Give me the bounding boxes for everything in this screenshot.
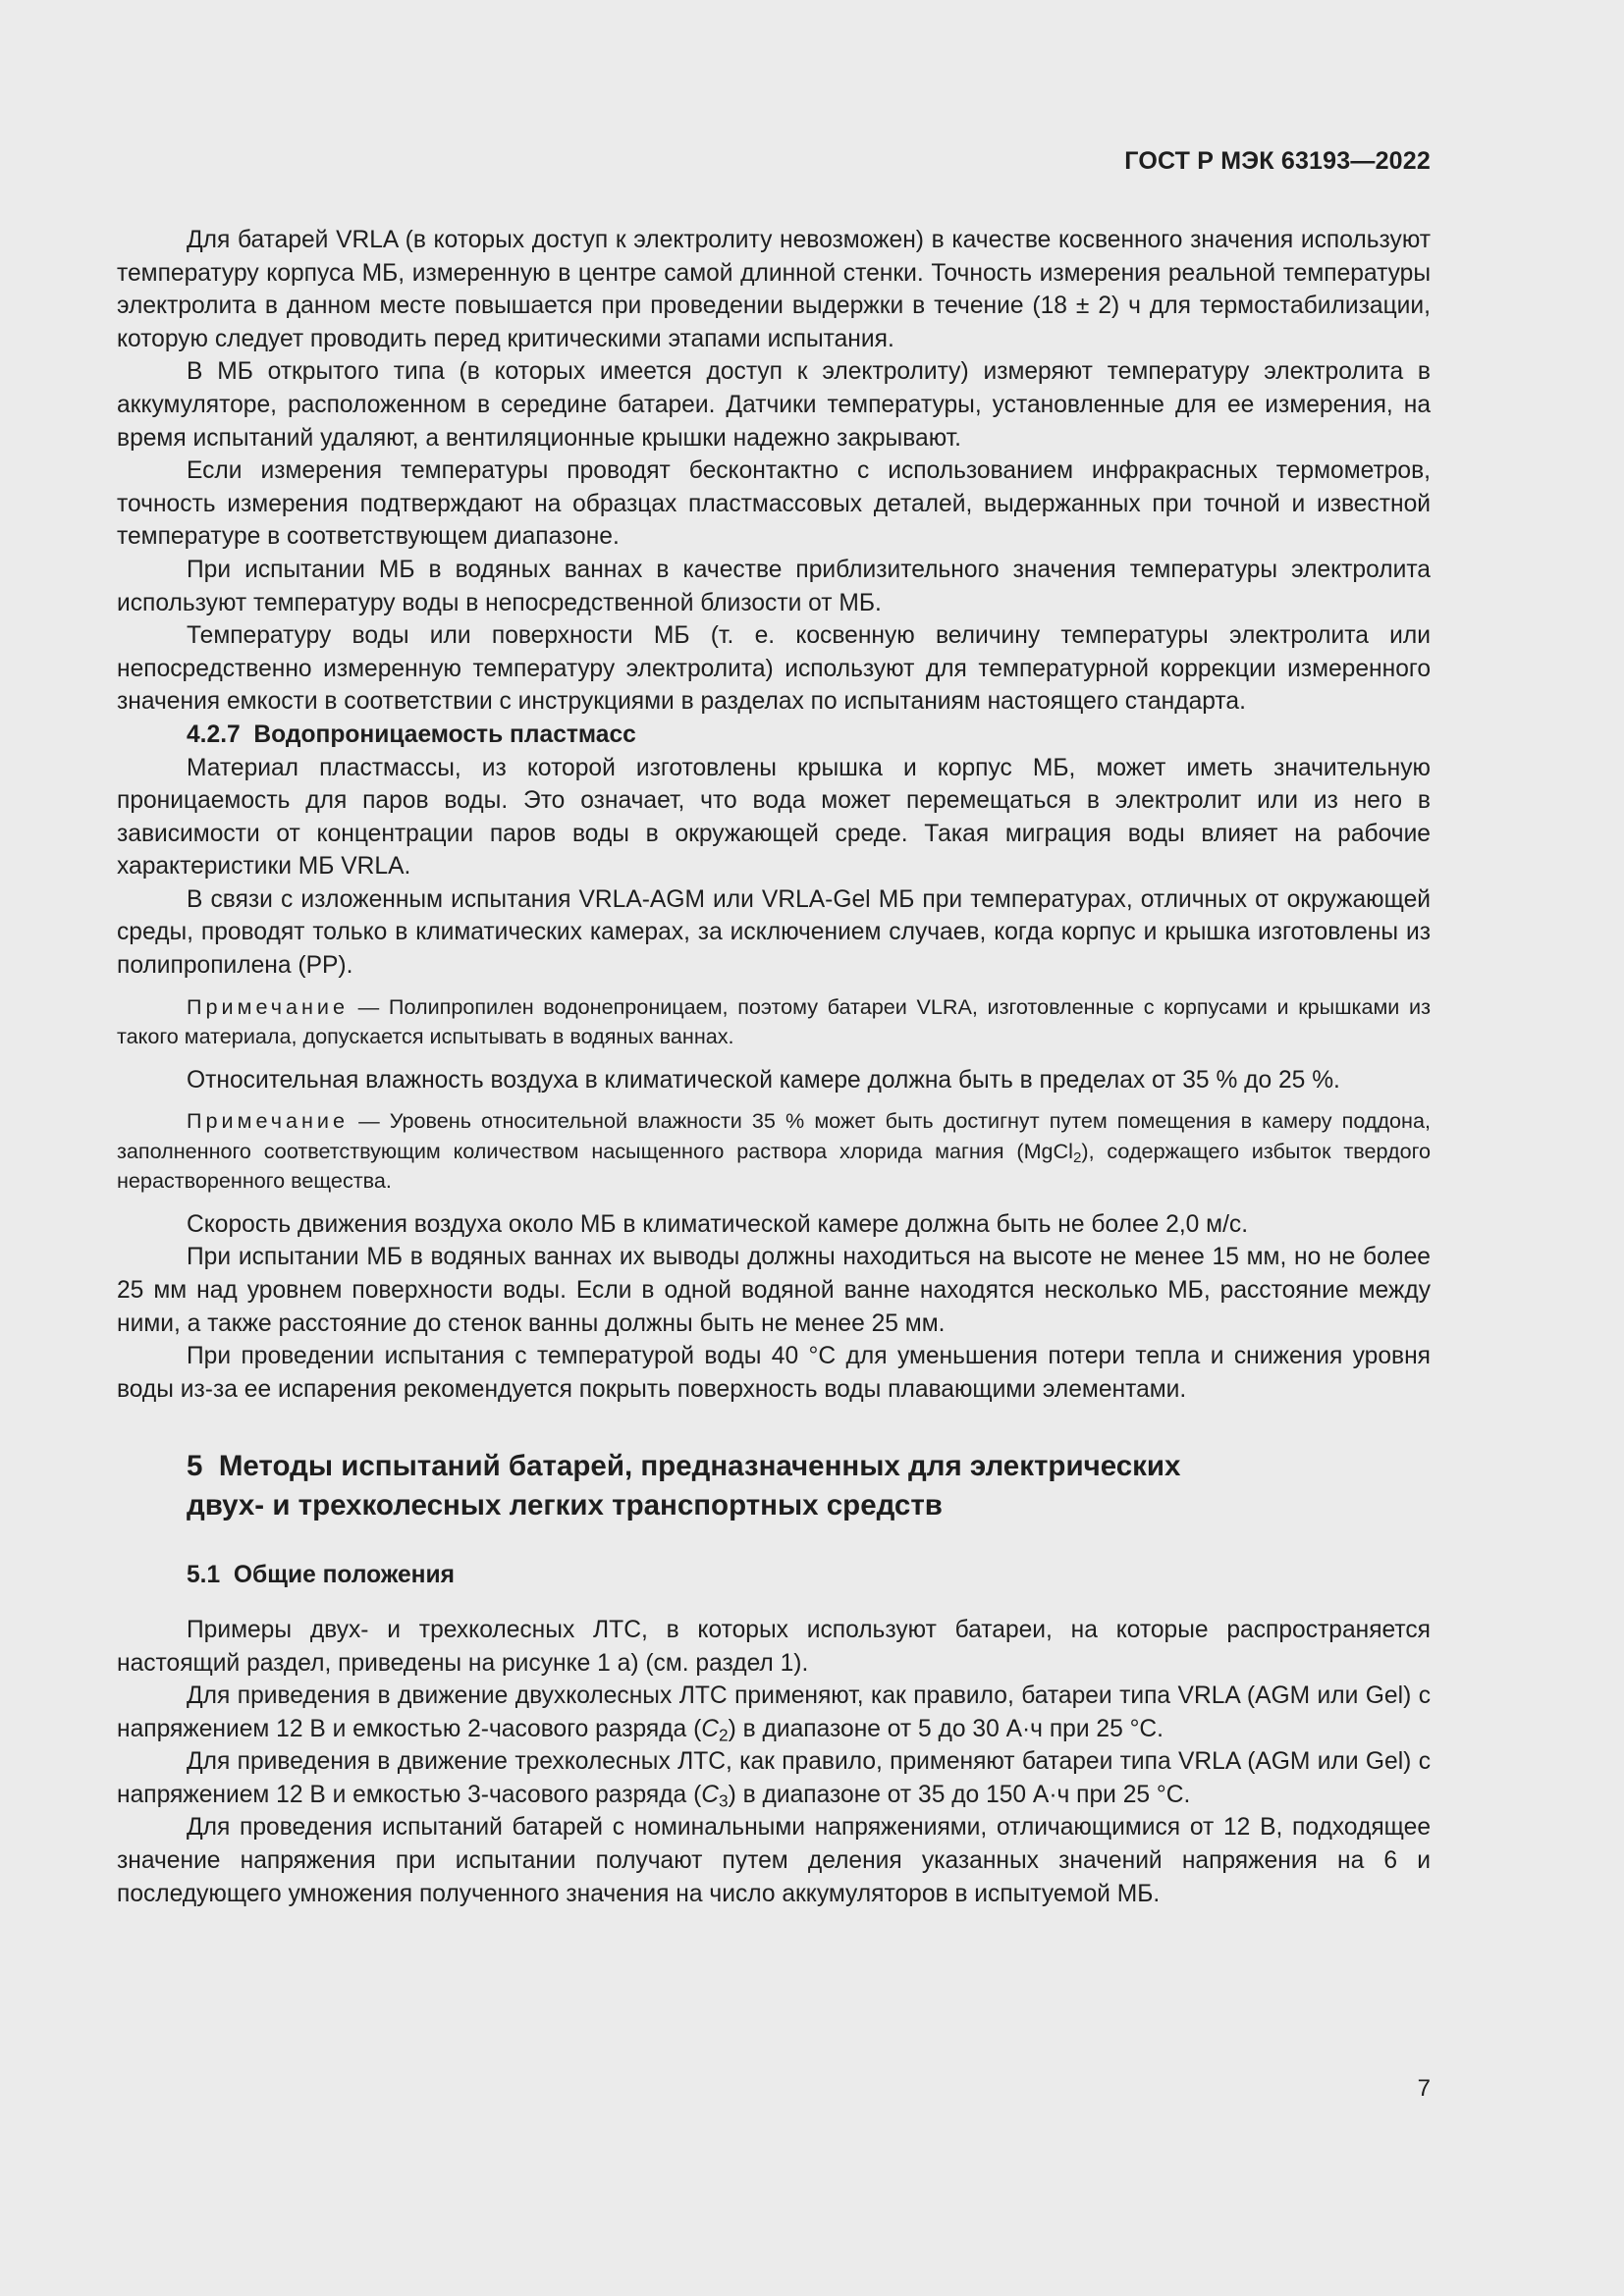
page-number: 7 (1417, 2075, 1431, 2102)
page-body (117, 224, 1431, 1910)
paragraph-water-bath-terminals: При испытании МБ в водяных ваннах их выводы должны находиться на высоте не менее 15 мм, но не более 25 мм над уровнем поверхности воды. Если в одной водяной ванне находятся несколько МБ, расстояние между ними, а также расстояние до стенок ванны должны быть не менее 25 мм. (117, 1244, 1431, 1337)
paragraph-air-speed: Скорость движения воздуха около МБ в климатической камере должна быть не более 2,0 м/с. (187, 1210, 1249, 1238)
paragraph-floating-elements: При проведении испытания с температурой воды 40 °С для уменьшения потери тепла и снижения уровня воды из-за ее испарения рекомендуется покрыть поверхность воды плавающими элементами. (117, 1343, 1431, 1403)
note-polypropylene (117, 992, 1431, 1052)
page-header-standard-code: ГОСТ Р МЭК 63193—2022 (1124, 147, 1431, 175)
capacity-symbol: C (701, 1715, 720, 1742)
paragraph-lev-examples: Примеры двух- и трехколесных ЛТС, в которых используют батареи, на которые распространяется настоящий раздел, приведены на рисунке 1 а) (см. раздел 1). (117, 1616, 1431, 1677)
paragraph-voltage-scaling: Для проведения испытаний батарей с номинальными напряжениями, отличающимися от 12 В, подходящее значение напряжения при испытании получают путем деления указанных значений напряжения на 6 и последующего умножения полученного значения на число аккумуляторов в испытуемой МБ. (117, 1814, 1431, 1907)
paragraph-two-wheel-batteries (117, 1680, 1431, 1745)
clause-number: 5.1 (187, 1562, 221, 1589)
note-label: Примечание (187, 993, 349, 1019)
clause-title: Общие положения (233, 1562, 455, 1589)
note-humidity-level (117, 1106, 1431, 1197)
paragraph-vrla-temperature: Для батарей VRLA (в которых доступ к электролиту невозможен) в качестве косвенного значения используют температуру корпуса МБ, измеренную в центре самой длинной стенки. Точность измерения реальной температуры электролита в данном месте повышается при проведении выдержки в течение (18 ± 2) ч для термостабилизации, которую следует проводить перед критическими этапами испытания. (117, 227, 1431, 352)
text-before: Для приведения в движение двухколесных ЛТС применяют, как правило, батареи типа VRLA (AGM или Gel) с напряжением 12 В и емкостью 2-часового разряда ( (117, 1682, 1431, 1742)
paragraph-climate-chamber-testing: В связи с изложенным испытания VRLA-AGM или VRLA-Gel МБ при температурах, отличных от окружающей среды, проводят только в климатических камерах, за исключением случаев, когда корпус и крышка изготовлены из полипропилена (PP). (117, 885, 1431, 980)
paragraph-infrared-measurement: Если измерения температуры проводят бесконтактно с использованием инфракрасных термометров, точность измерения подтверждают на образцах пластмассовых деталей, выдержанных при точной и известной температуре в соответствующем диапазоне. (117, 457, 1431, 551)
note-label: Примечание (187, 1108, 349, 1134)
note-text: — Полипропилен водонепроницаем, поэтому батареи VLRA, изготовленные с корпусами и крышками из такого материала, допускается испытывать в водяных ваннах. (117, 993, 1431, 1049)
paragraph-relative-humidity: Относительная влажность воздуха в климатической камере должна быть в пределах от 35 % до 25 %. (187, 1066, 1340, 1094)
section-title-line-2: двух- и трехколесных легких транспортных средств (187, 1489, 943, 1522)
text-before: Для приведения в движение трехколесных ЛТС, как правило, применяют батареи типа VRLA (AGM или Gel) с напряжением 12 В и емкостью 3-часового разряда ( (117, 1748, 1431, 1808)
paragraph-three-wheel-batteries (117, 1745, 1431, 1811)
text-after: ) в диапазоне от 35 до 150 А·ч при 25 °С. (728, 1781, 1191, 1808)
section-title-line-1: Методы испытаний батарей, предназначенных для электрических (218, 1450, 1181, 1483)
paragraph-plastic-permeability: Материал пластмассы, из которой изготовлены крышка и корпус МБ, может иметь значительную проницаемость для паров воды. Это означает, что вода может перемещаться в электролит или из него в зависимости от концентрации паров воды в окружающей среде. Такая миграция воды влияет на рабочие характеристики МБ VRLA. (117, 754, 1431, 881)
section-heading-5 (117, 1447, 1431, 1525)
clause-title: Водопроницаемость пластмасс (253, 721, 636, 748)
capacity-subscript: 2 (719, 1724, 729, 1744)
paragraph-temperature-correction: Температуру воды или поверхности МБ (т. е. косвенную величину температуры электролита или непосредственно измеренную температуру электролита) используют для температурной коррекции измеренного значения емкости в соответствии с инструкциями в разделах по испытаниям настоящего стандарта. (117, 622, 1431, 716)
note-text-after: ), содержащего избыток твердого нерастворенного вещества. (117, 1138, 1432, 1194)
capacity-symbol: C (701, 1781, 720, 1808)
clause-number: 4.2.7 (187, 721, 241, 748)
section-number: 5 (187, 1450, 203, 1483)
paragraph-water-bath-temperature: При испытании МБ в водяных ваннах в качестве приблизительного значения температуры электролита используют температуру воды в непосредственной близости от МБ. (117, 556, 1431, 616)
clause-heading-4-2-7 (117, 719, 1431, 752)
clause-heading-5-1 (117, 1559, 1431, 1592)
paragraph-open-type-temperature: В МБ открытого типа (в которых имеется доступ к электролиту) измеряют температуру электролита в аккумуляторе, расположенном в середине батареи. Датчики температуры, установленные для ее измерения, на время испытаний удаляют, а вентиляционные крышки надежно закрывают. (117, 358, 1431, 452)
note-text-before: — Уровень относительной влажности 35 % может быть достигнут путем помещения в камеру поддона, заполненного соответствующим количеством насыщенного раствора хлорида магния (MgCl (117, 1108, 1431, 1163)
capacity-subscript: 3 (719, 1790, 729, 1811)
section-line-1 (187, 1450, 1180, 1482)
note-subscript: 2 (1072, 1148, 1082, 1166)
text-after: ) в диапазоне от 5 до 30 А·ч при 25 °С. (728, 1715, 1164, 1742)
